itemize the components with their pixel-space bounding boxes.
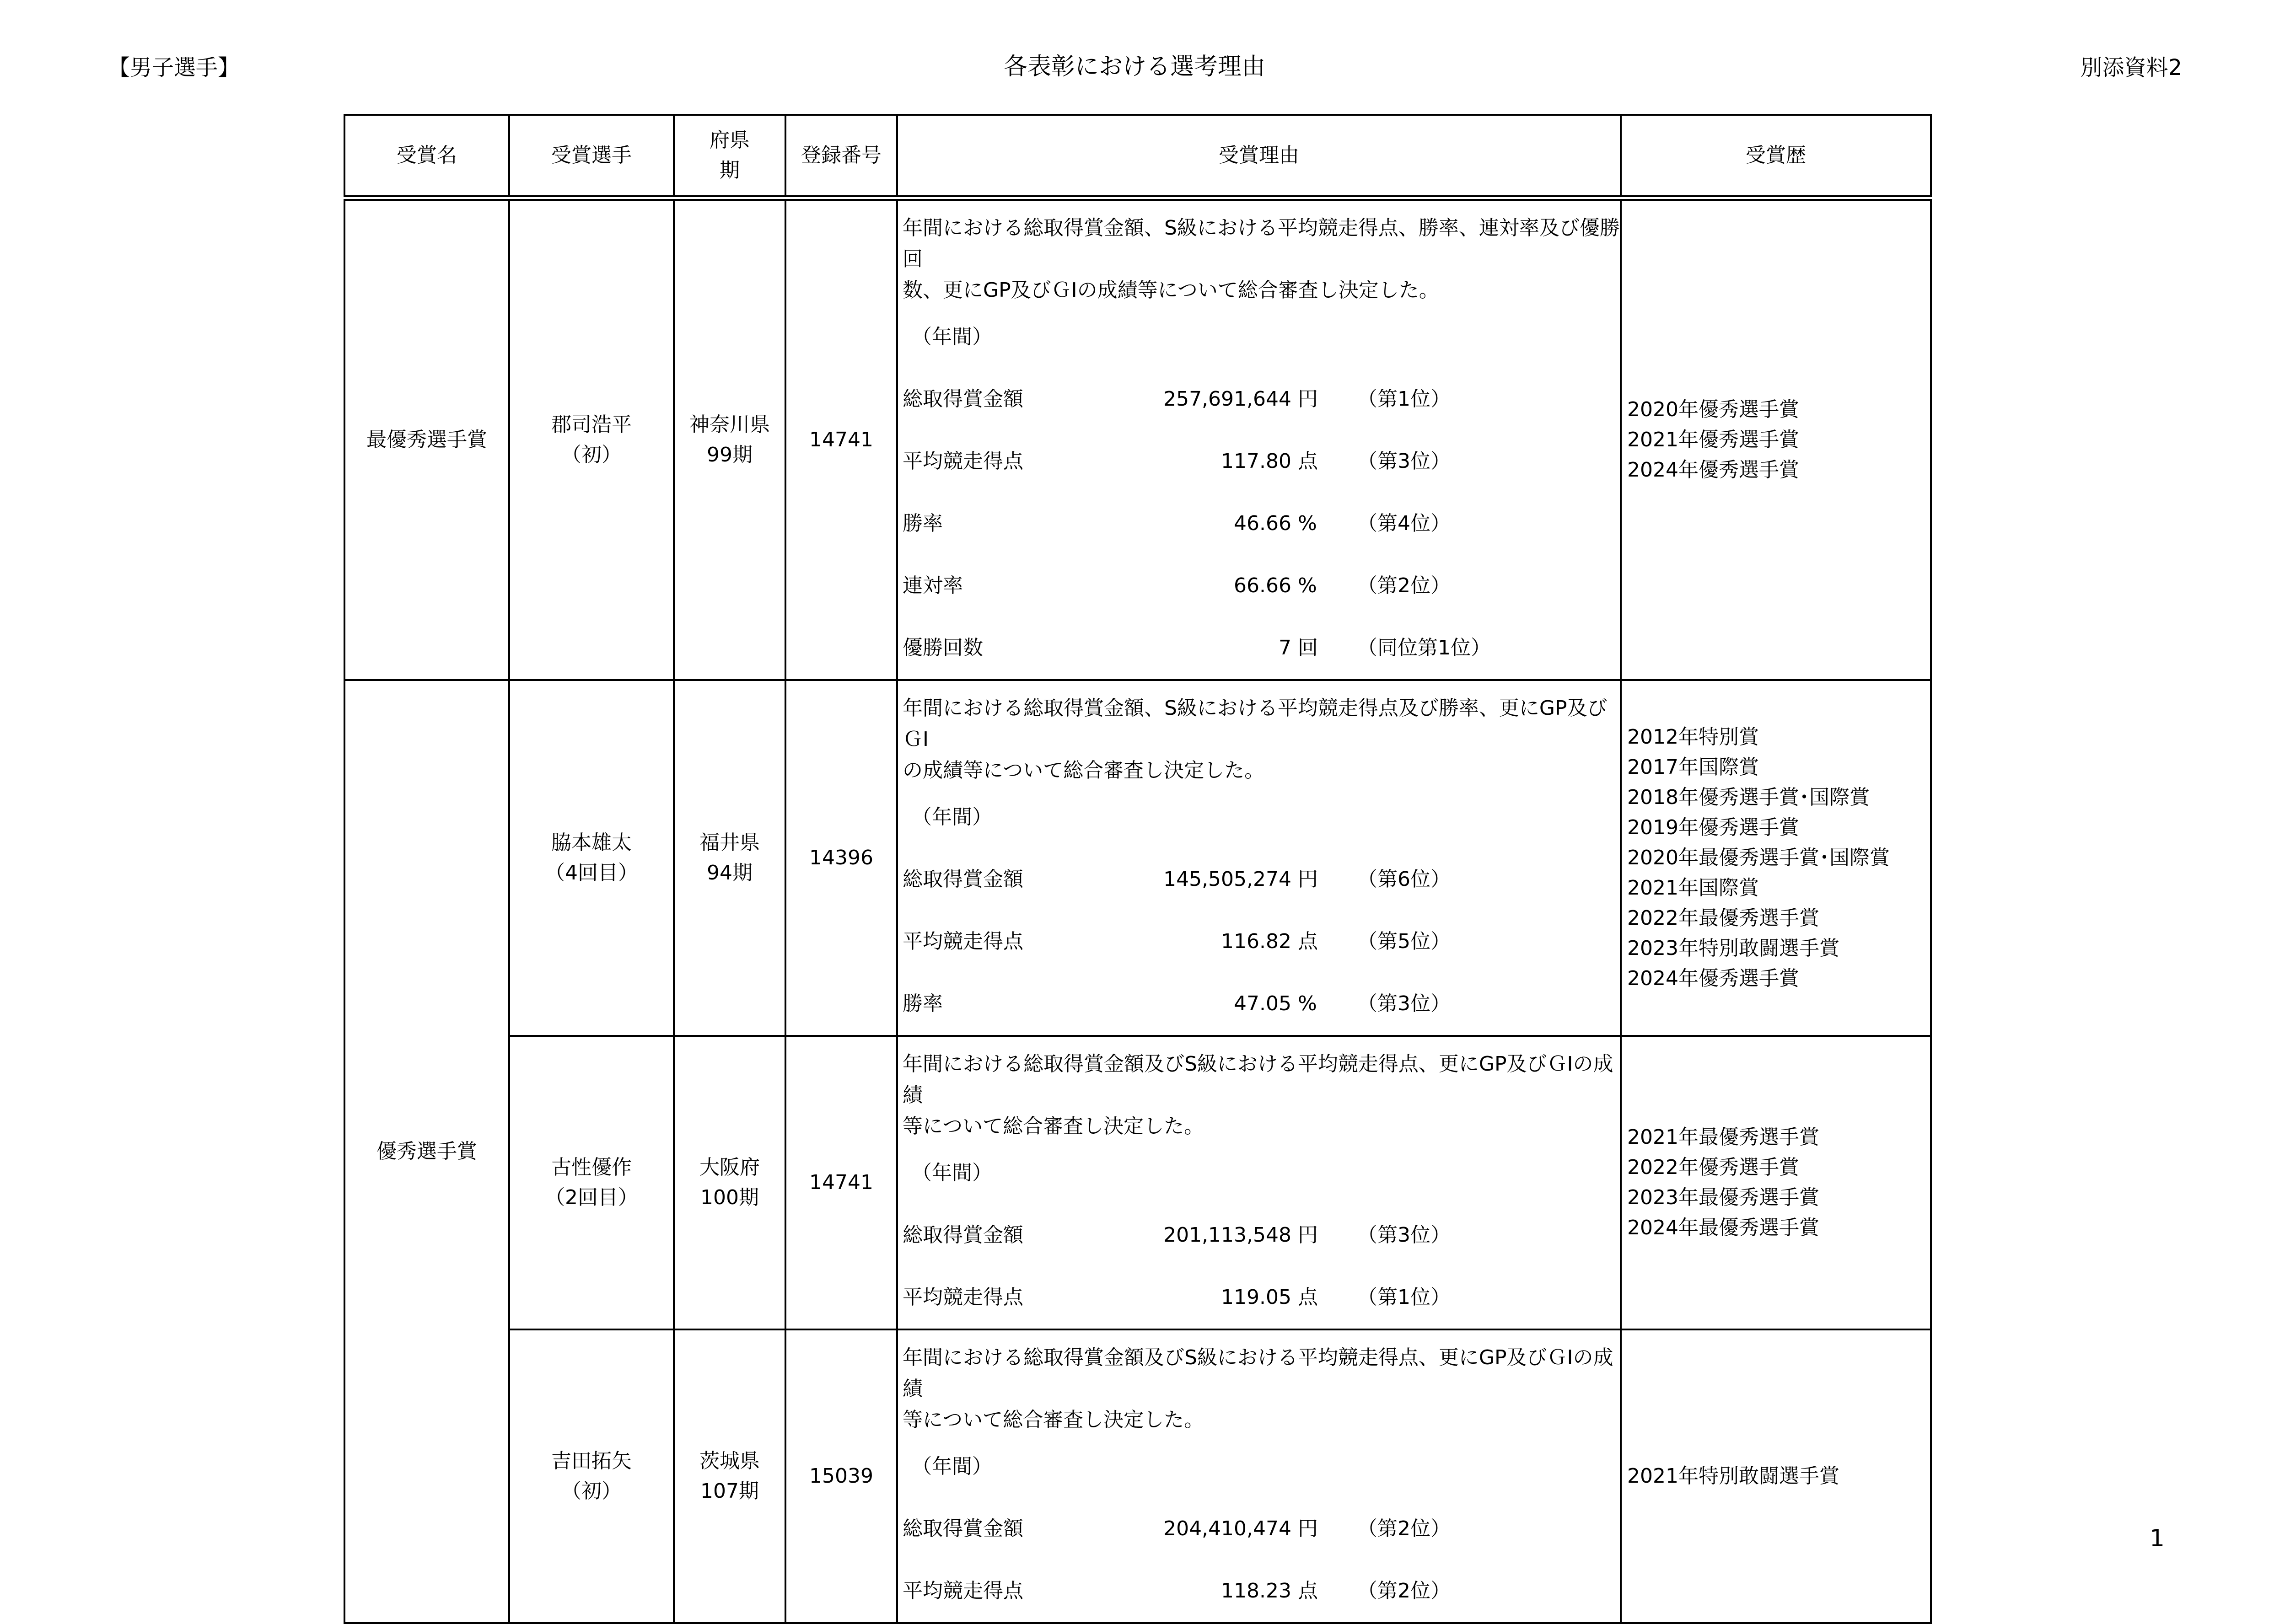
stat-rank: （第6位） xyxy=(1357,868,1451,891)
athlete-cell xyxy=(509,1036,674,1329)
stat-unit: 円 xyxy=(1298,1517,1318,1540)
stat-label: 平均競走得点 xyxy=(903,450,1023,473)
stat-rank: （第1位） xyxy=(1357,1286,1451,1309)
history-cell xyxy=(1621,680,1931,1036)
athlete-award-count: （4回目） xyxy=(545,861,638,884)
prefecture-cell xyxy=(674,1329,785,1623)
history-item: 2020年最優秀選手賞･国際賞 xyxy=(1627,846,1890,869)
reg-no-cell: 14741 xyxy=(785,1036,897,1329)
stat-row xyxy=(903,1498,1620,1560)
col-header-prefecture xyxy=(674,115,785,198)
athlete-award-count: （2回目） xyxy=(545,1186,638,1209)
stat-row xyxy=(903,973,1620,1035)
stat-label: 平均競走得点 xyxy=(903,1579,1023,1603)
term: 94期 xyxy=(707,861,753,884)
stat-value: 47.05 xyxy=(1234,992,1291,1015)
stat-value: 204,410,474 xyxy=(1163,1517,1291,1540)
stat-row xyxy=(903,1560,1620,1622)
history-item: 2023年最優秀選手賞 xyxy=(1627,1186,1819,1209)
stat-unit: 円 xyxy=(1298,387,1318,411)
stat-rank: （第2位） xyxy=(1357,1517,1451,1540)
stat-unit: 円 xyxy=(1298,1223,1318,1247)
table-row xyxy=(344,198,1931,680)
prefecture-cell xyxy=(674,680,785,1036)
table-header-row xyxy=(344,115,1931,198)
stat-unit: 点 xyxy=(1298,930,1318,953)
stat-label: 平均競走得点 xyxy=(903,930,1023,953)
table-row xyxy=(344,1036,1931,1329)
term: 107期 xyxy=(700,1479,759,1503)
history-item: 2022年最優秀選手賞 xyxy=(1627,906,1819,930)
stat-rank: （第3位） xyxy=(1357,1223,1451,1247)
stat-period xyxy=(903,1142,1620,1204)
stat-label: 総取得賞金額 xyxy=(903,868,1023,891)
history-cell xyxy=(1621,1036,1931,1329)
stat-unit: % xyxy=(1298,512,1317,535)
stat-value: 145,505,274 xyxy=(1163,868,1291,891)
reason-line: 等について総合審査し決定した。 xyxy=(903,1115,1204,1138)
history-item: 2024年優秀選手賞 xyxy=(1627,967,1799,990)
history-item: 2021年特別敢闘選手賞 xyxy=(1627,1464,1839,1488)
stat-value: 66.66 xyxy=(1234,574,1291,597)
stat-label: 勝率 xyxy=(903,992,943,1015)
stat-value: 116.82 xyxy=(1221,930,1291,953)
page-number: 1 xyxy=(2149,1525,2165,1552)
history-item: 2021年優秀選手賞 xyxy=(1627,428,1799,451)
stat-period xyxy=(903,786,1620,848)
athlete-cell xyxy=(509,680,674,1036)
table-row xyxy=(344,680,1931,1036)
stat-rank: （第2位） xyxy=(1357,1579,1451,1603)
reason-cell xyxy=(897,1036,1621,1329)
col-header-award-name: 受賞名 xyxy=(344,115,509,198)
stat-label: 連対率 xyxy=(903,574,963,597)
history-item: 2017年国際賞 xyxy=(1627,756,1759,779)
document-title: 各表彰における選考理由 xyxy=(1003,53,1265,80)
reason-text xyxy=(903,1049,1620,1142)
stat-row xyxy=(903,911,1620,973)
reason-line: 年間における総取得賞金額及びS級における平均競走得点、更にGP及びＧⅠの成績 xyxy=(903,1346,1613,1400)
stat-rank: （第1位） xyxy=(1357,387,1451,411)
term: 99期 xyxy=(707,443,753,466)
stat-label: 勝率 xyxy=(903,512,943,535)
stat-unit: % xyxy=(1298,574,1317,597)
stat-unit: 点 xyxy=(1298,1579,1318,1603)
reg-no-cell: 15039 xyxy=(785,1329,897,1623)
athlete-cell xyxy=(509,198,674,680)
stat-rank: （第2位） xyxy=(1357,574,1451,597)
athlete-award-count: （初） xyxy=(561,443,622,466)
stat-value: 46.66 xyxy=(1234,512,1291,535)
athlete-cell xyxy=(509,1329,674,1623)
reason-line: 年間における総取得賞金額及びS級における平均競走得点、更にGP及びＧⅠの成績 xyxy=(903,1052,1613,1107)
athlete-name: 脇本雄太 xyxy=(551,831,632,854)
reason-line: の成績等について総合審査し決定した。 xyxy=(903,759,1265,782)
stat-row xyxy=(903,848,1620,911)
reason-line: 年間における総取得賞金額、S級における平均競走得点及び勝率、更にGP及びＧⅠ xyxy=(903,697,1608,751)
stat-label: 優勝回数 xyxy=(903,636,983,659)
reason-text xyxy=(903,213,1620,306)
stat-row xyxy=(903,493,1620,555)
stat-unit: 点 xyxy=(1298,450,1318,473)
term: 100期 xyxy=(700,1186,759,1209)
stat-value: 257,691,644 xyxy=(1163,387,1291,411)
stat-row xyxy=(903,430,1620,493)
stat-label: 平均競走得点 xyxy=(903,1286,1023,1309)
prefecture: 神奈川県 xyxy=(689,413,770,436)
stat-row xyxy=(903,1266,1620,1329)
athlete-name: 吉田拓矢 xyxy=(551,1449,632,1473)
stat-period xyxy=(903,306,1620,368)
history-item: 2024年優秀選手賞 xyxy=(1627,458,1799,482)
athlete-award-count: （初） xyxy=(561,1479,622,1503)
history-cell xyxy=(1621,1329,1931,1623)
stat-value: 118.23 xyxy=(1221,1579,1291,1603)
reason-cell xyxy=(897,680,1621,1036)
stat-unit: 円 xyxy=(1298,868,1318,891)
history-item: 2012年特別賞 xyxy=(1627,725,1759,749)
stat-unit: % xyxy=(1298,992,1317,1015)
stat-label: 総取得賞金額 xyxy=(903,387,1023,411)
prefecture: 福井県 xyxy=(699,831,760,854)
reason-cell xyxy=(897,1329,1621,1623)
reason-line: 等について総合審査し決定した。 xyxy=(903,1408,1204,1431)
history-item: 2021年国際賞 xyxy=(1627,876,1759,900)
stat-label: 総取得賞金額 xyxy=(903,1517,1023,1540)
col-header-history: 受賞歴 xyxy=(1621,115,1931,198)
stat-row xyxy=(903,617,1620,679)
period-label: （年間） xyxy=(912,1161,992,1185)
stat-period xyxy=(903,1436,1620,1498)
prefecture: 茨城県 xyxy=(699,1449,760,1473)
period-label: （年間） xyxy=(912,325,992,348)
stat-value: 201,113,548 xyxy=(1163,1223,1291,1247)
history-cell xyxy=(1621,198,1931,680)
period-label: （年間） xyxy=(912,805,992,829)
col-header-prefecture-line2: 期 xyxy=(720,159,740,182)
col-header-reason: 受賞理由 xyxy=(897,115,1621,198)
stat-value: 119.05 xyxy=(1221,1286,1291,1309)
reason-line: 年間における総取得賞金額、S級における平均競走得点、勝率、連対率及び優勝回 xyxy=(903,216,1620,271)
stat-row xyxy=(903,368,1620,430)
stat-value: 117.80 xyxy=(1221,450,1291,473)
athlete-name: 古性優作 xyxy=(551,1156,632,1179)
stat-rank: （第5位） xyxy=(1357,930,1451,953)
stat-row xyxy=(903,1204,1620,1266)
reason-text xyxy=(903,1342,1620,1436)
stat-rank: （第4位） xyxy=(1357,512,1451,535)
history-item: 2023年特別敢闘選手賞 xyxy=(1627,937,1839,960)
reg-no-cell: 14396 xyxy=(785,680,897,1036)
history-item: 2020年優秀選手賞 xyxy=(1627,398,1799,421)
prefecture: 大阪府 xyxy=(699,1156,760,1179)
history-item: 2018年優秀選手賞･国際賞 xyxy=(1627,786,1870,809)
col-header-athlete: 受賞選手 xyxy=(509,115,674,198)
award-name-cell: 優秀選手賞 xyxy=(344,680,509,1623)
stat-rank: （同位第1位） xyxy=(1357,636,1491,659)
history-item: 2022年優秀選手賞 xyxy=(1627,1156,1799,1179)
prefecture-cell xyxy=(674,198,785,680)
col-header-reg-no: 登録番号 xyxy=(785,115,897,198)
selection-reasons-table xyxy=(344,114,1932,1624)
history-item: 2021年最優秀選手賞 xyxy=(1627,1126,1819,1149)
table-row xyxy=(344,1329,1931,1623)
attachment-label: 別添資料2 xyxy=(2080,55,2182,80)
reason-text xyxy=(903,693,1620,786)
athlete-name: 郡司浩平 xyxy=(551,413,632,436)
col-header-prefecture-line1: 府県 xyxy=(710,129,750,152)
stat-unit: 点 xyxy=(1298,1286,1318,1309)
reason-cell xyxy=(897,198,1621,680)
stat-label: 総取得賞金額 xyxy=(903,1223,1023,1247)
header-category-label: 【男子選手】 xyxy=(108,55,240,80)
stat-rank: （第3位） xyxy=(1357,992,1451,1015)
period-label: （年間） xyxy=(912,1455,992,1478)
stat-row xyxy=(903,555,1620,617)
stat-rank: （第3位） xyxy=(1357,450,1451,473)
prefecture-cell xyxy=(674,1036,785,1329)
history-item: 2024年最優秀選手賞 xyxy=(1627,1216,1819,1239)
reason-line: 数、更にGP及びＧⅠの成績等について総合審査し決定した。 xyxy=(903,279,1439,302)
award-name-cell: 最優秀選手賞 xyxy=(344,198,509,680)
stat-value: 7 xyxy=(1279,636,1291,659)
stat-unit: 回 xyxy=(1298,636,1318,659)
reg-no-cell: 14741 xyxy=(785,198,897,680)
history-item: 2019年優秀選手賞 xyxy=(1627,816,1799,839)
